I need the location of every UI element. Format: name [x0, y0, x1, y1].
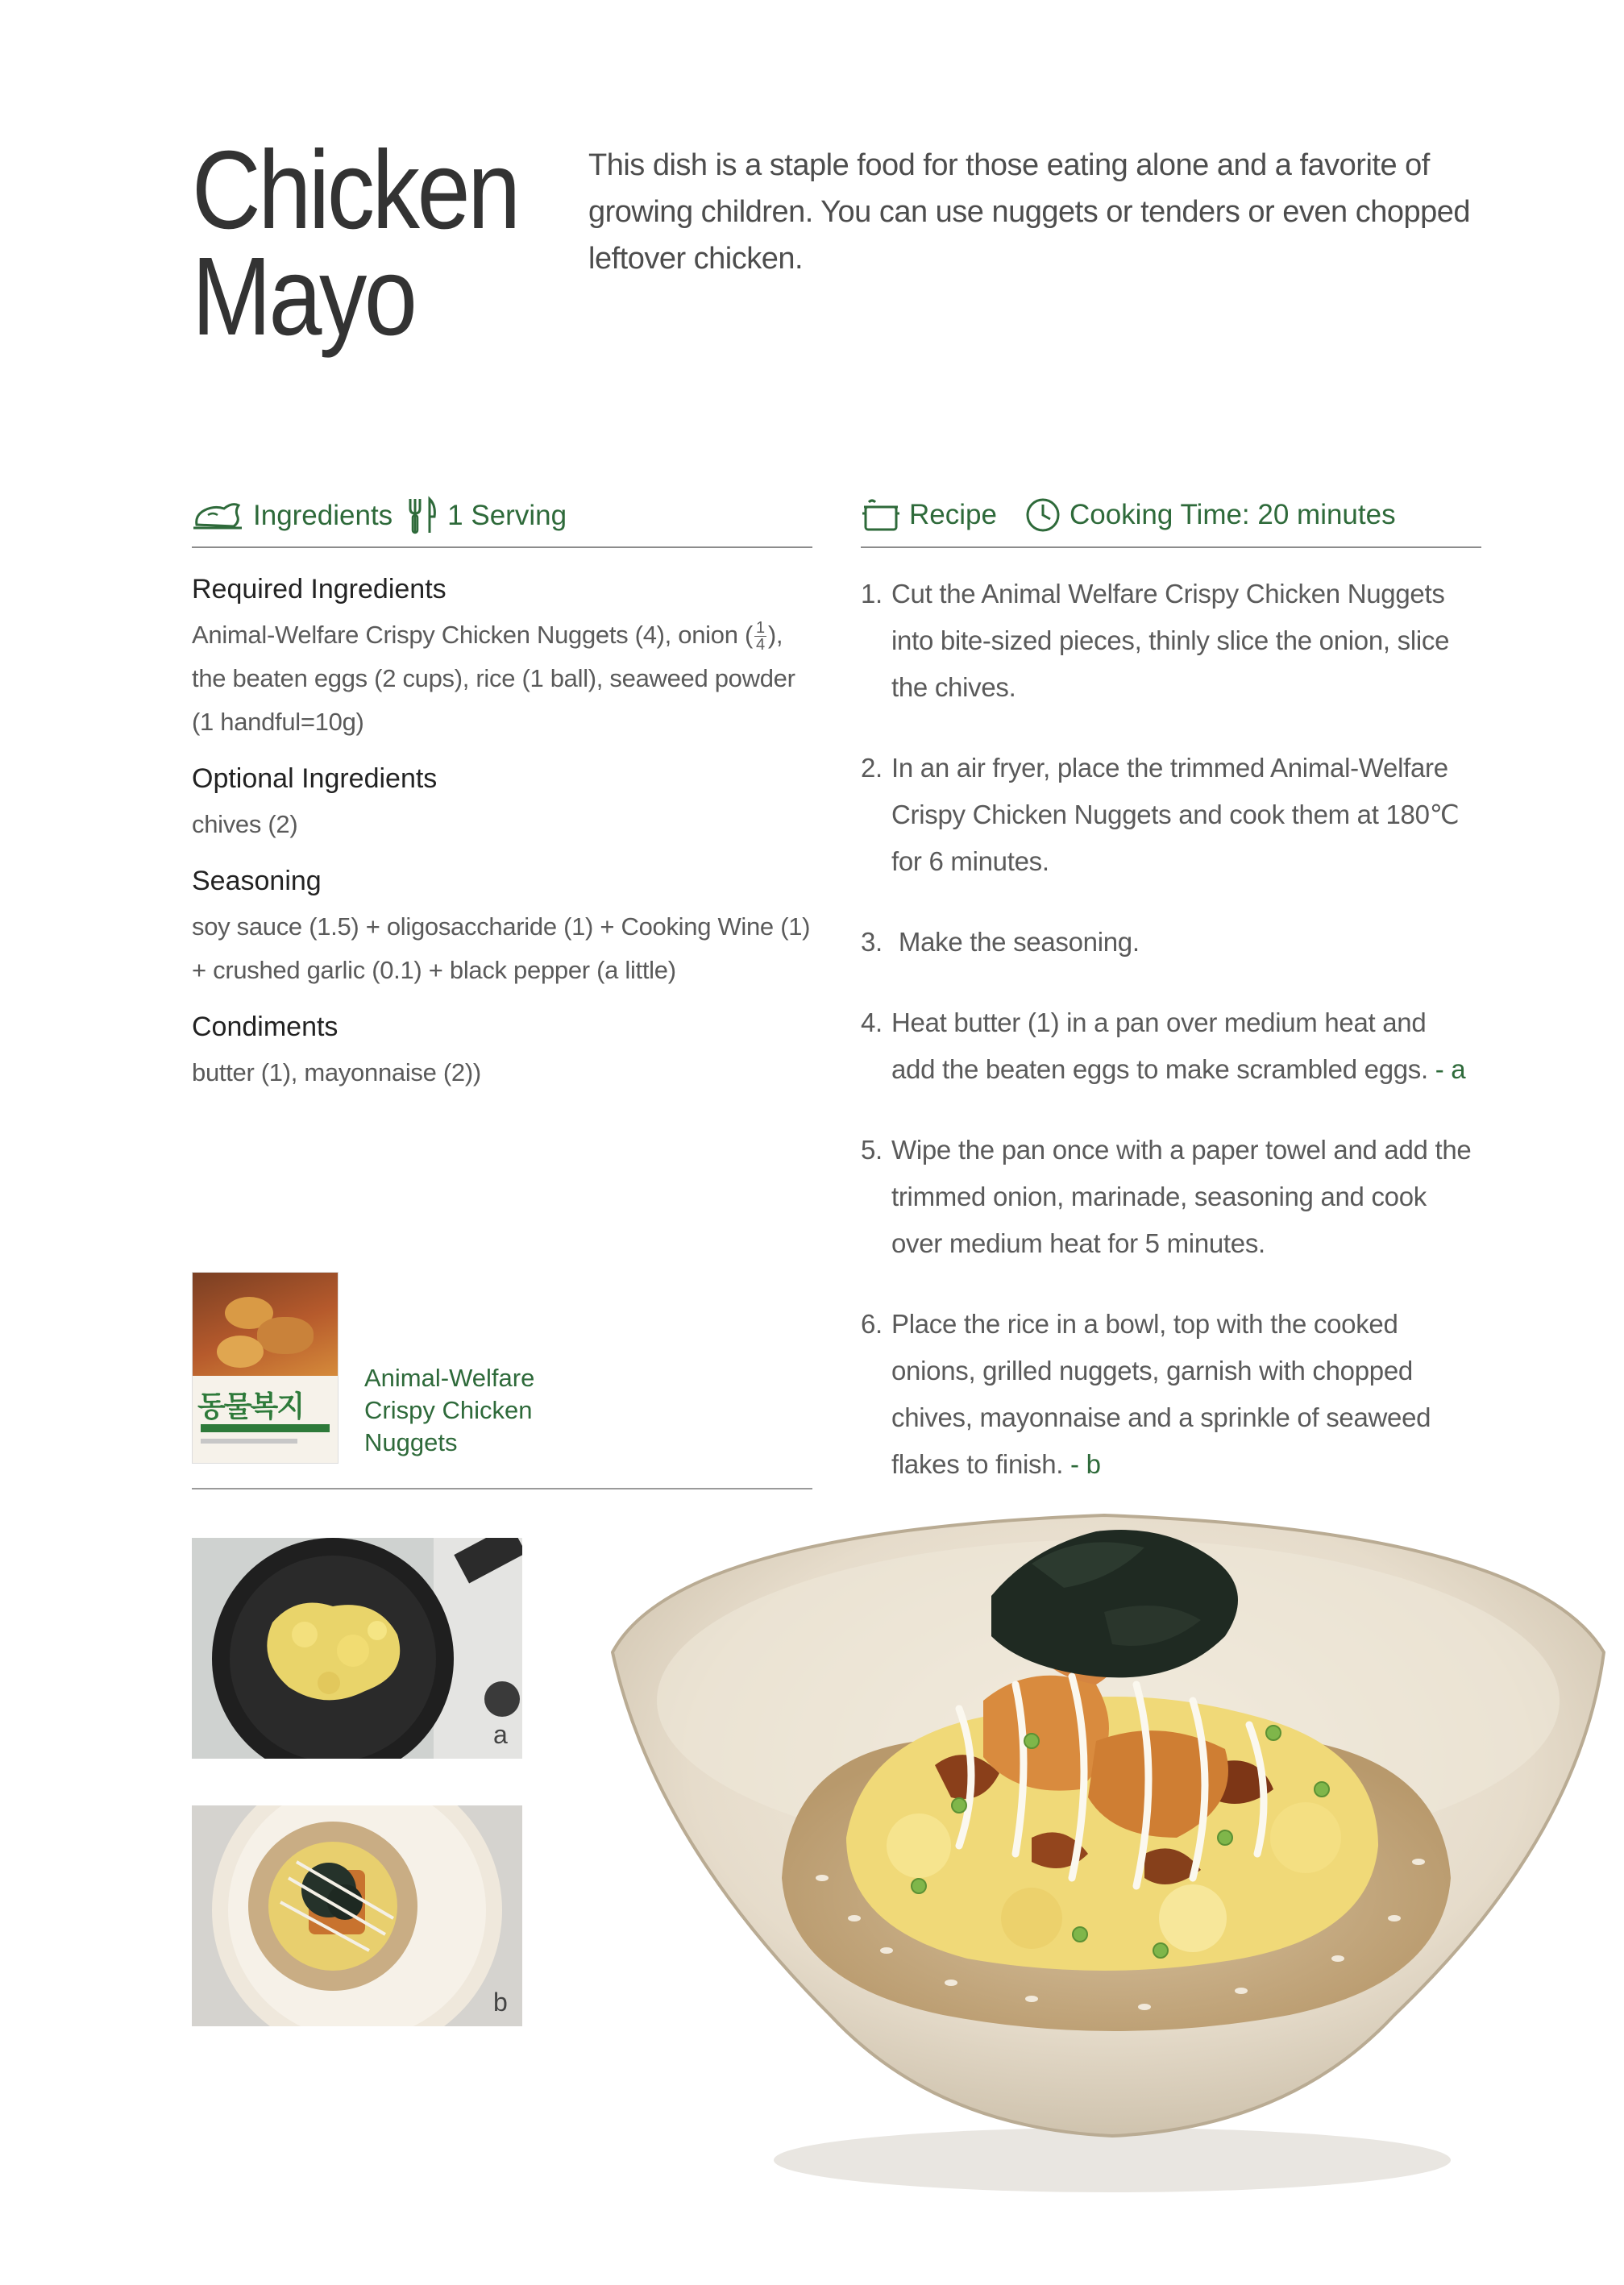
optional-heading: Optional Ingredients: [192, 763, 438, 794]
title-line-1: Chicken: [192, 128, 518, 252]
title-line-2: Mayo: [192, 235, 415, 359]
pan-illustration: [192, 1538, 522, 1759]
product-package-image: [192, 1272, 339, 1464]
recipe-step: [861, 1127, 1473, 1267]
cooking-time-label: Cooking Time: 20 minutes: [1069, 499, 1396, 530]
recipe-rule: [861, 546, 1481, 548]
step-text: [891, 745, 1473, 885]
ingredients-list: [192, 574, 812, 1114]
photo-b-label: b: [493, 1988, 508, 2017]
required-block: [192, 574, 812, 744]
product-rule: [192, 1488, 812, 1489]
step-text: [891, 1127, 1473, 1267]
step-text: [891, 919, 1473, 966]
product-caption-line-1: Animal-Welfare: [364, 1364, 535, 1392]
step-text-body: In an air fryer, place the trimmed Animal-Welfare Crispy Chicken Nuggets and cook them at 180℃ for 6 minutes.: [891, 753, 1460, 876]
product-caption-line-2: Crispy Chicken: [364, 1396, 533, 1424]
condiments-heading: Condiments: [192, 1012, 339, 1042]
intro-paragraph: This dish is a staple food for those eating alone and a favorite of growing children. You can use nuggets or tenders or even chopped leftover chicken.: [588, 148, 1471, 276]
optional-text: chives (2): [192, 810, 298, 838]
photo-b-finished-bowl: [192, 1805, 522, 2026]
fraction: [754, 620, 766, 653]
recipe-header: [861, 496, 1396, 534]
condiments-block: [192, 1012, 812, 1095]
optional-block: [192, 763, 812, 846]
step-text-body: Make the seasoning.: [891, 927, 1140, 957]
required-text-part-1: Animal-Welfare Crispy Chicken Nuggets (4), onion (: [192, 621, 753, 649]
serving-label: 1 Serving: [447, 500, 567, 531]
step-text-body: Cut the Animal Welfare Crispy Chicken Nuggets into bite-sized pieces, thinly slice the onion, slice the chives.: [891, 579, 1450, 702]
step-text-body: Place the rice in a bowl, top with the cooked onions, grilled nuggets, garnish with chopped chives, mayonnaise and a sprinkle of seaweed flakes to finish.: [891, 1309, 1439, 1479]
step-number: 2.: [861, 753, 883, 783]
step-number: 6.: [861, 1309, 883, 1339]
chicken-icon: [192, 497, 245, 534]
step-number: 5.: [861, 1135, 883, 1165]
pot-icon: [861, 496, 901, 534]
fraction-denominator: 4: [755, 636, 765, 654]
ingredients-header: [192, 496, 567, 536]
seasoning-heading: Seasoning: [192, 866, 322, 896]
photo-a-label: a: [493, 1720, 508, 1749]
seasoning-text: soy sauce (1.5) + oligosaccharide (1) + Cooking Wine (1) + crushed garlic (0.1) + black pepper (a little): [192, 912, 811, 984]
required-text: [192, 613, 812, 744]
step-text-body: Wipe the pan once with a paper towel and add the trimmed onion, marinade, seasoning and cook over medium heat for 5 minutes.: [891, 1135, 1472, 1258]
product-caption-line-3: Nuggets: [364, 1428, 458, 1456]
recipe-step: [861, 1301, 1473, 1488]
step-number: 4.: [861, 1007, 883, 1037]
step-number: 1.: [861, 579, 883, 609]
product-caption: [364, 1362, 534, 1459]
step-text-body: Heat butter (1) in a pan over medium heat and add the beaten eggs to make scrambled eggs.: [891, 1007, 1434, 1084]
chicken-mayo-bowl-illustration: [580, 1499, 1624, 2208]
required-heading: Required Ingredients: [192, 574, 446, 604]
bowl-top-illustration: [192, 1805, 522, 2026]
ingredients-label: Ingredients: [253, 500, 393, 531]
step-text: [891, 571, 1473, 711]
clock-icon: [1024, 496, 1061, 534]
package-brand-text: 동물복지: [197, 1390, 304, 1423]
recipe-step: [861, 919, 1473, 966]
seasoning-block: [192, 866, 812, 992]
step-photo-ref: - a: [1427, 1054, 1466, 1084]
condiments-text: butter (1), mayonnaise (2)): [192, 1058, 481, 1086]
fork-knife-icon: [405, 496, 439, 536]
recipe-step: [861, 999, 1473, 1093]
main-dish-photo: [580, 1499, 1624, 2208]
step-number: 3.: [861, 927, 883, 957]
fraction-numerator: 1: [755, 619, 765, 638]
step-photo-ref: - b: [1063, 1449, 1101, 1479]
page-title: [192, 128, 518, 359]
required-text-part-2: ), the beaten eggs (2 cups), rice (1 ball), seaweed powder (1 handful=10g): [192, 621, 795, 736]
recipe-step: [861, 745, 1473, 885]
photo-a-scrambled-eggs: [192, 1538, 522, 1759]
ingredients-rule: [192, 546, 812, 548]
recipe-step: [861, 571, 1473, 711]
recipe-steps: [861, 571, 1473, 1522]
step-text: [891, 999, 1473, 1093]
recipe-label: Recipe: [909, 499, 997, 530]
step-text: [891, 1301, 1473, 1488]
